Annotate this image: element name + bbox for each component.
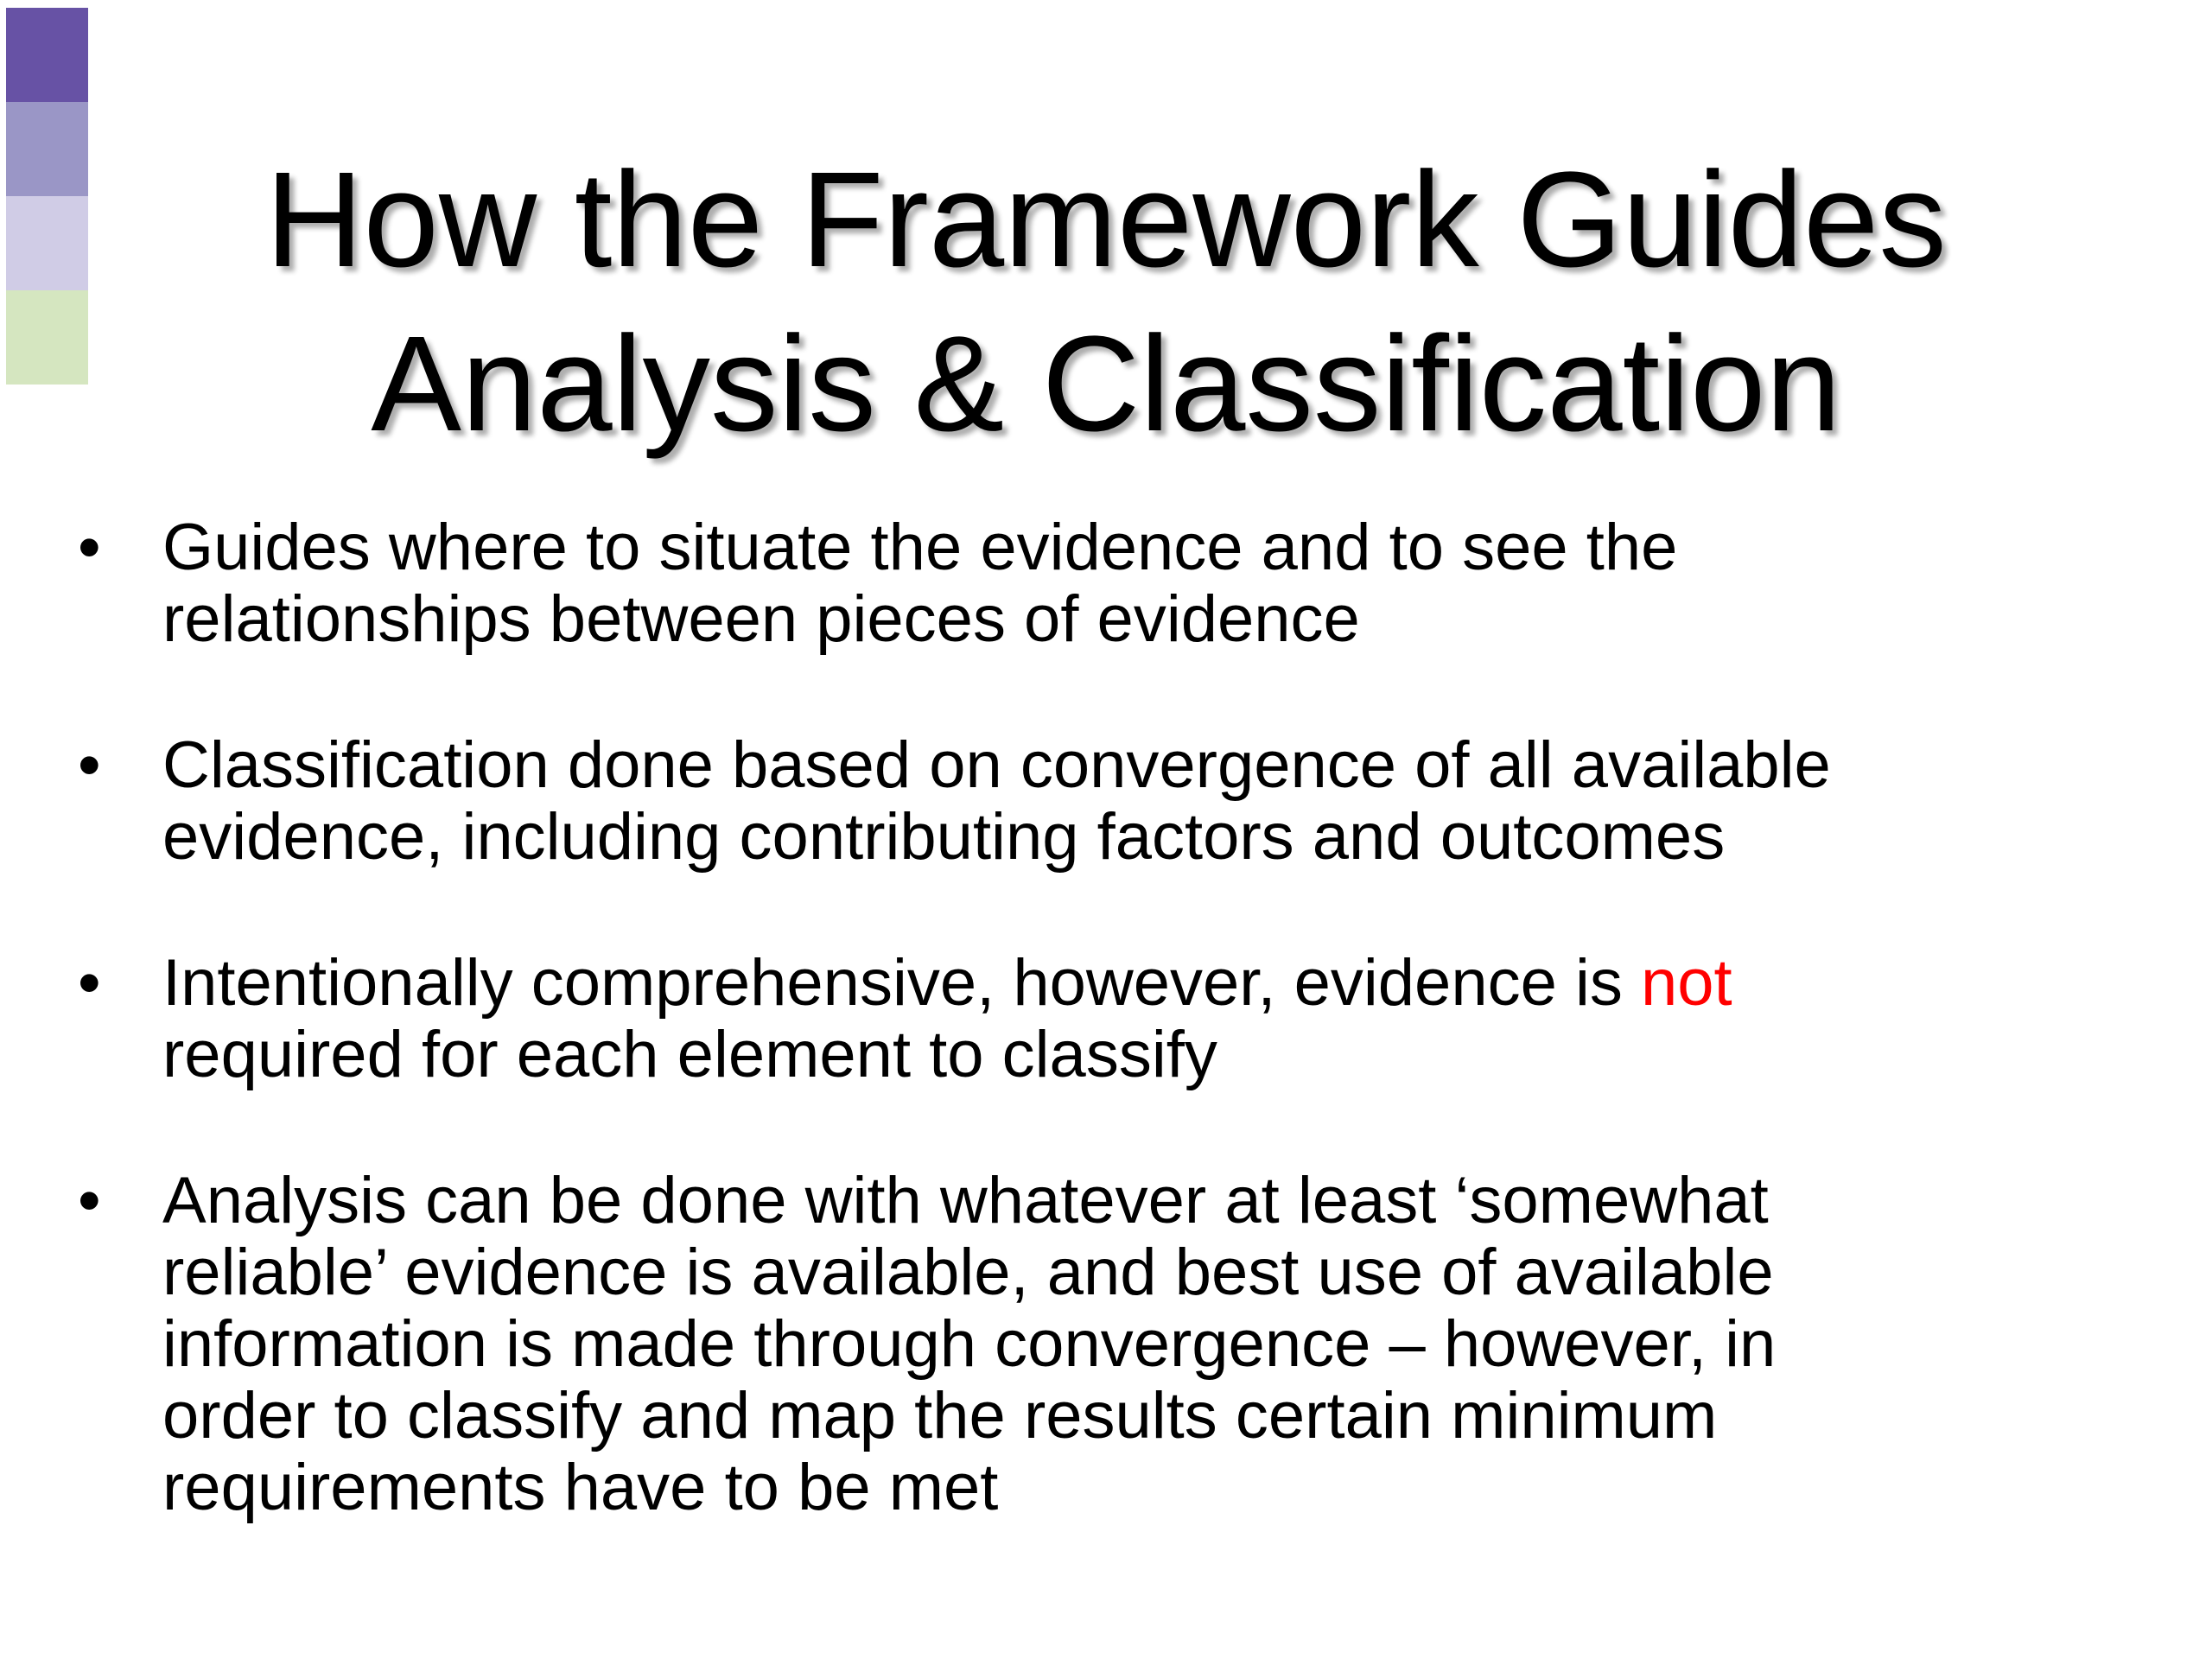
bullet-marker: •	[78, 1164, 101, 1237]
bullet-line: reliable’ evidence is available, and best use of available	[162, 1236, 1774, 1309]
accent-block-1	[6, 8, 88, 102]
bullet-text	[162, 1165, 2150, 1523]
bullet-marker: •	[78, 511, 101, 584]
bullet-text	[162, 947, 2150, 1090]
bullet-line: requirements have to be met	[162, 1451, 999, 1524]
bullet-line: Classification done based on convergence of all available	[162, 728, 1831, 802]
slide-title-line-2: Analysis & Classification	[371, 308, 1841, 460]
bullet-line: Guides where to situate the evidence and to see the	[162, 511, 1678, 584]
bullet-marker: •	[78, 728, 101, 802]
bullet-line: order to classify and map the results certain minimum	[162, 1379, 1718, 1452]
slide-title	[0, 138, 2212, 467]
bullet-line	[162, 947, 2150, 1019]
slide-title-line-1: How the Framework Guides	[265, 144, 1947, 296]
bullet-text	[162, 729, 2150, 873]
bullet-line: information is made through convergence – however, in	[162, 1307, 1777, 1381]
bullet-text	[162, 512, 2150, 655]
bullet-marker: •	[78, 946, 101, 1020]
bullet-line: evidence, including contributing factors and outcomes	[162, 800, 1726, 874]
bullet-line: relationships between pieces of evidence	[162, 582, 1360, 656]
bullet-line: required for each element to classify	[162, 1018, 1217, 1091]
bullet-line-text: Intentionally comprehensive, however, evidence is	[162, 946, 1641, 1020]
emphasis-word: not	[1640, 946, 1732, 1020]
bullet-line: Analysis can be done with whatever at least ‘somewhat	[162, 1164, 1769, 1237]
